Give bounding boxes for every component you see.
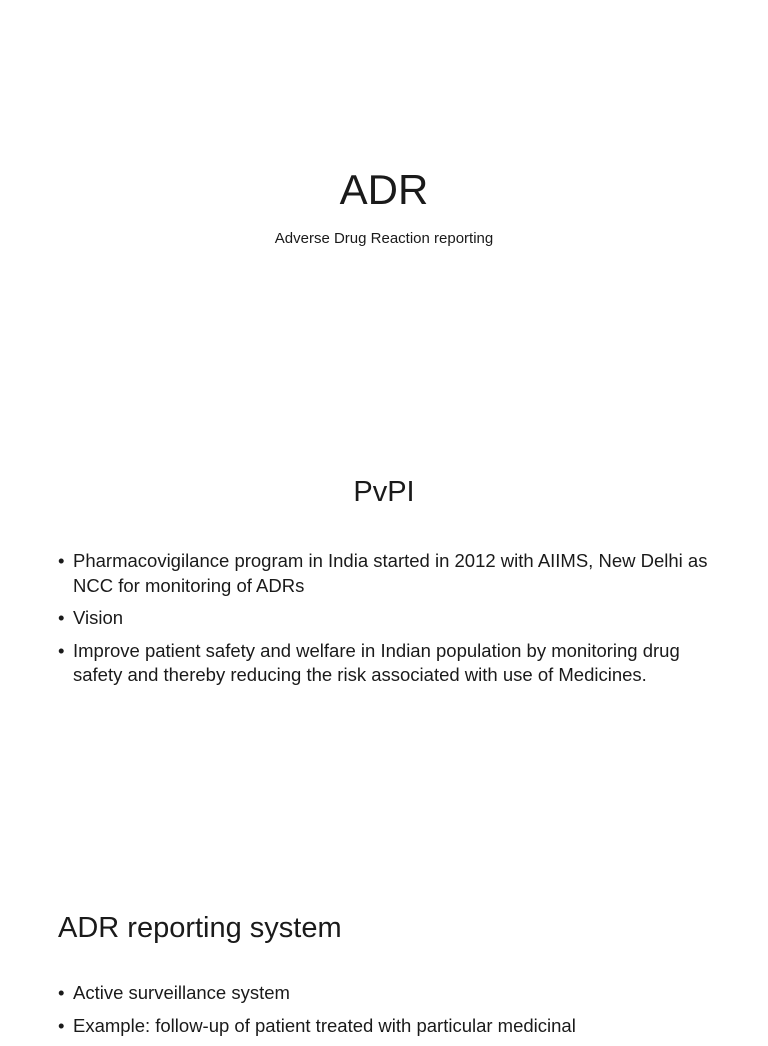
pvpi-bullet-list xyxy=(58,549,718,696)
bullet-icon: • xyxy=(58,607,65,628)
bullet-text: Pharmacovigilance program in India started in 2012 with AIIMS, New Delhi as NCC for monitoring of ADRs xyxy=(73,550,708,596)
bullet-icon: • xyxy=(58,982,65,1003)
list-item xyxy=(58,606,718,631)
bullet-icon: • xyxy=(58,550,65,571)
bullet-text: Example: follow-up of patient treated with particular medicinal xyxy=(73,1014,576,1036)
bullet-icon: • xyxy=(58,639,65,661)
slide-subtitle: Adverse Drug Reaction reporting xyxy=(274,230,494,247)
slide-title-heading: ADR xyxy=(339,166,429,213)
slide-pvpi xyxy=(0,432,768,864)
slide-adr-reporting xyxy=(0,864,768,1036)
bullet-text: Vision xyxy=(73,607,124,628)
slide-pvpi-heading: PvPI xyxy=(353,476,415,508)
slide-title xyxy=(0,0,768,432)
bullet-text: Improve patient safety and welfare in Indian population by monitoring drug safety and thereby reducing the risk associated with use of Medicines. xyxy=(73,639,680,685)
list-item xyxy=(58,1014,718,1039)
bullet-text: Active surveillance system xyxy=(73,982,290,1003)
list-item xyxy=(58,549,718,598)
bullet-icon: • xyxy=(58,1014,65,1036)
list-item xyxy=(58,639,718,688)
list-item xyxy=(58,981,718,1006)
adr-reporting-bullet-list xyxy=(58,981,718,1046)
slide-adr-reporting-heading: ADR reporting system xyxy=(58,912,342,944)
